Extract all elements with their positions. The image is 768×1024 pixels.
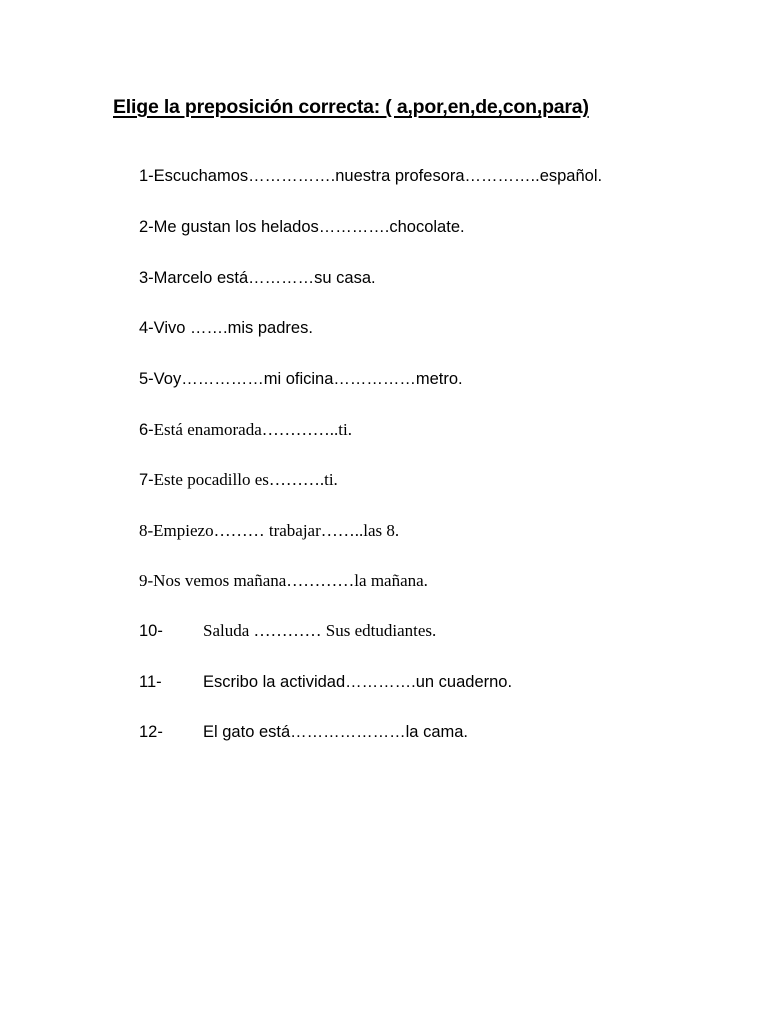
exercise-number: 2- — [139, 218, 154, 236]
exercise-item-9 — [139, 571, 428, 591]
exercise-sentence: Marcelo está…………su casa. — [153, 269, 376, 287]
worksheet-title: Elige la preposición correcta: ( a,por,en,de,con,para) — [113, 96, 589, 118]
exercise-item-1 — [139, 166, 602, 186]
exercise-number: 6- — [139, 421, 154, 439]
exercise-number: 12- — [139, 723, 163, 741]
exercise-sentence: Saluda ………… Sus edtudiantes. — [203, 621, 437, 640]
exercise-number: 8- — [139, 521, 154, 540]
exercise-number: 3- — [139, 269, 154, 287]
exercise-item-7 — [139, 470, 338, 490]
exercise-number: 1- — [139, 167, 154, 185]
exercise-item-4 — [139, 318, 313, 338]
exercise-item-6 — [139, 420, 352, 440]
exercise-item-11 — [139, 672, 512, 692]
exercise-sentence: Nos vemos mañana…………la mañana. — [153, 571, 428, 590]
exercise-item-5 — [139, 369, 463, 389]
exercise-sentence: Escribo la actividad………….un cuaderno. — [203, 673, 513, 691]
exercise-item-10 — [139, 621, 436, 641]
exercise-sentence: Empiezo……… trabajar……..las 8. — [153, 521, 400, 540]
exercise-item-8 — [139, 521, 399, 541]
exercise-item-12 — [139, 722, 468, 742]
exercise-number: 4- — [139, 319, 154, 337]
exercise-number: 10- — [139, 622, 163, 640]
exercise-number: 11- — [139, 673, 162, 691]
exercise-number: 5- — [139, 370, 154, 388]
exercise-item-3 — [139, 268, 376, 288]
exercise-sentence: Está enamorada…………..ti. — [153, 420, 352, 439]
exercise-sentence: Escuchamos…………….nuestra profesora…………..español. — [153, 167, 603, 185]
exercise-sentence: Voy……………mi oficina……………metro. — [153, 370, 463, 388]
exercise-number: 9- — [139, 571, 154, 590]
exercise-sentence: Este pocadillo es……….ti. — [153, 470, 338, 489]
exercise-sentence: El gato está…………………la cama. — [203, 723, 468, 741]
exercise-item-2 — [139, 217, 465, 237]
exercise-sentence: Me gustan los helados………….chocolate. — [153, 218, 465, 236]
exercise-sentence: Vivo …….mis padres. — [153, 319, 313, 337]
exercise-number: 7- — [139, 471, 154, 489]
